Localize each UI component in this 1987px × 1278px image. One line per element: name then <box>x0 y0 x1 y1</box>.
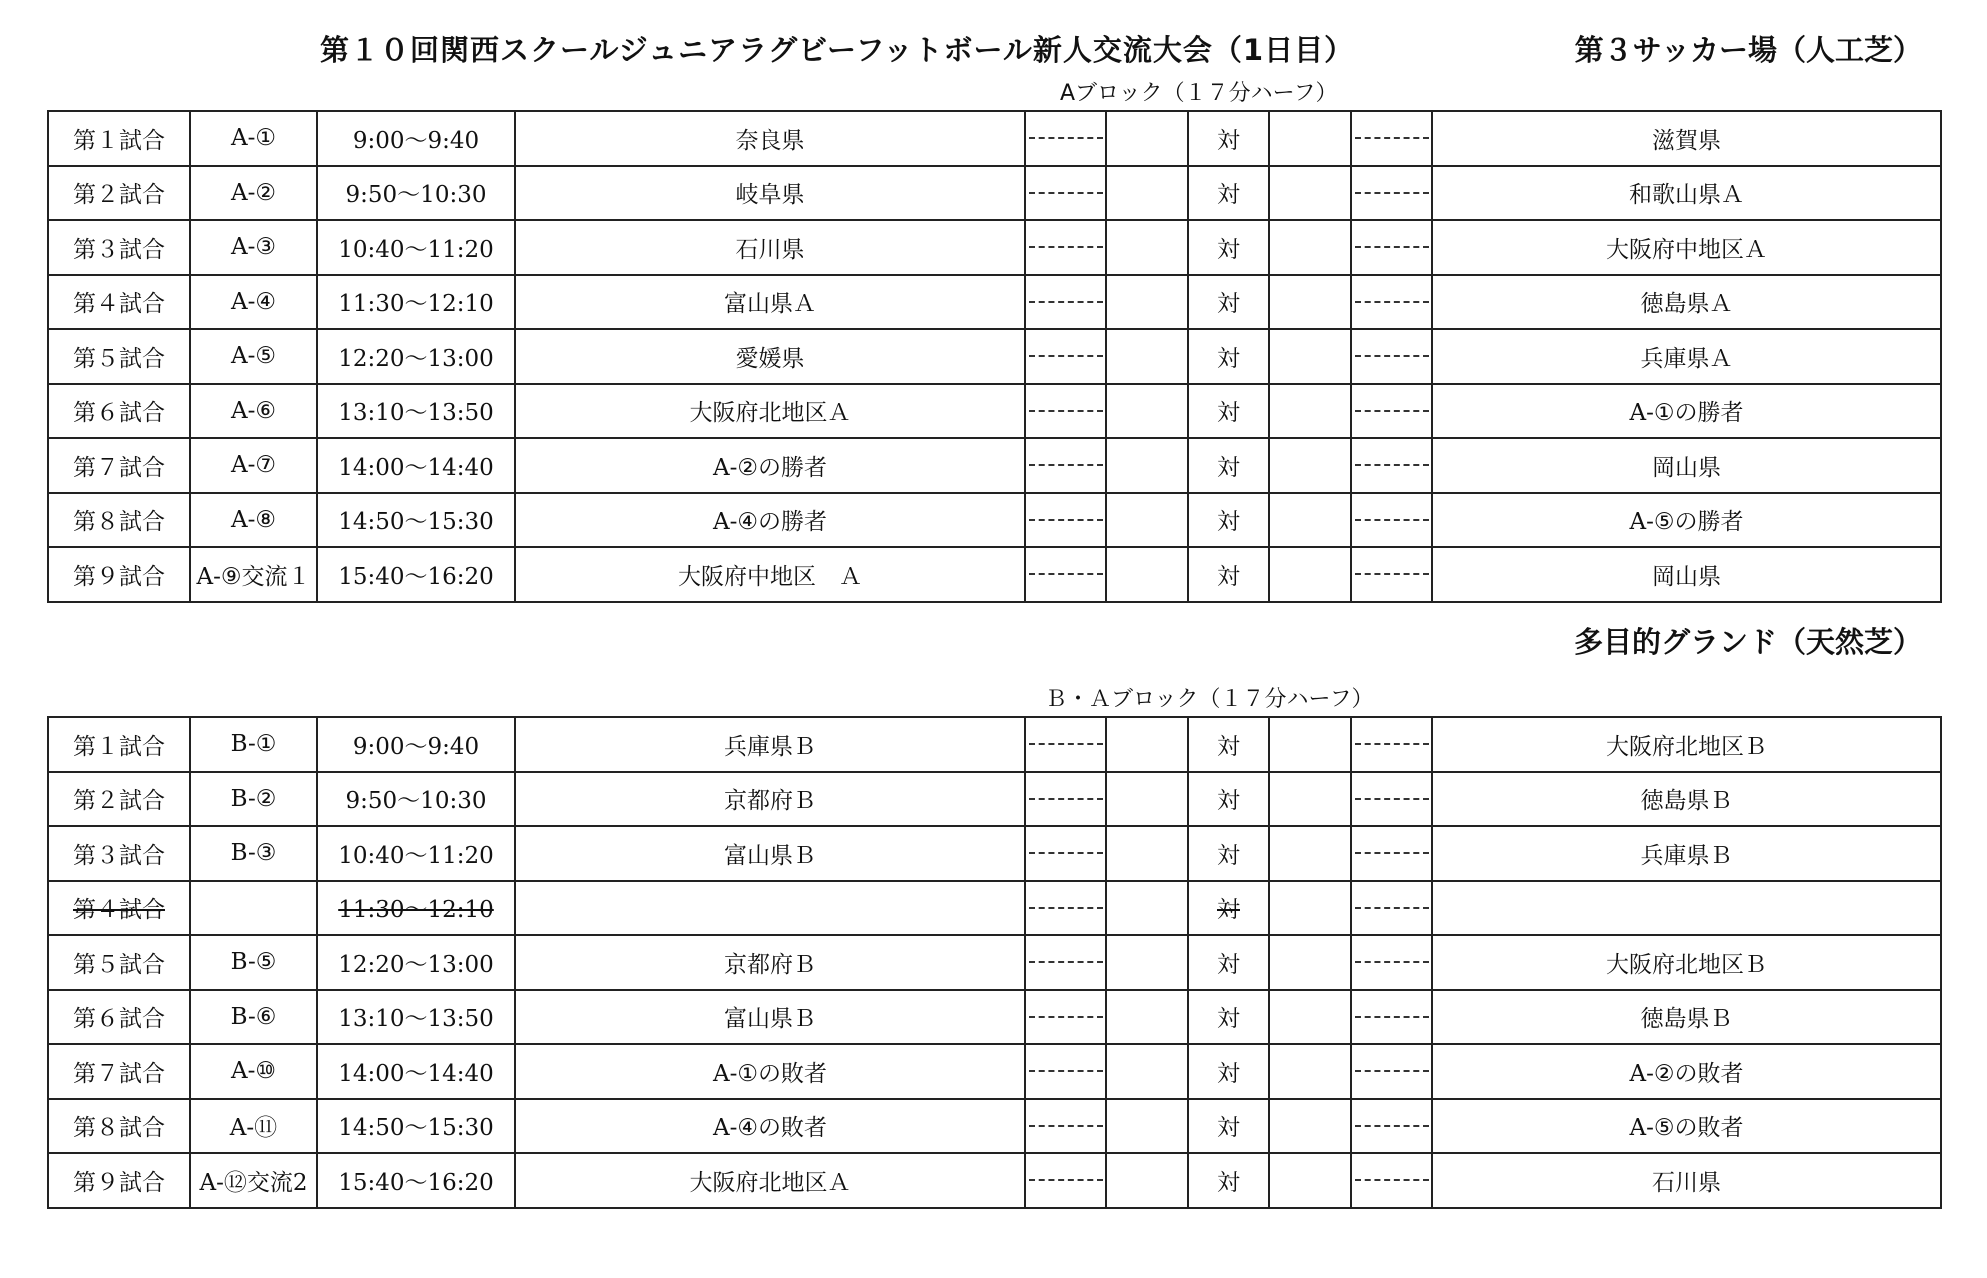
table-row <box>48 493 1941 548</box>
score-line <box>1355 355 1429 357</box>
away-team: 和歌山県Ａ <box>1432 166 1941 221</box>
score-line <box>1029 798 1103 800</box>
venue-2-title: 多目的グランド（天然芝） <box>1573 625 1922 659</box>
away-score-blank <box>1269 166 1351 221</box>
home-score-blank <box>1106 1044 1188 1099</box>
home-score <box>1025 935 1106 990</box>
kickoff-time: 12:20〜13:00 <box>317 329 515 384</box>
away-score-blank <box>1269 384 1351 439</box>
versus-label: 対 <box>1188 166 1269 221</box>
score-line <box>1029 573 1103 575</box>
home-score <box>1025 493 1106 548</box>
versus-label: 対 <box>1188 935 1269 990</box>
score-line <box>1355 907 1429 909</box>
versus-label: 対 <box>1188 111 1269 166</box>
away-team: 兵庫県Ｂ <box>1432 826 1941 881</box>
away-score <box>1351 1044 1432 1099</box>
away-score <box>1351 493 1432 548</box>
venue-1-title: 第３サッカー場（人工芝） <box>1574 33 1922 67</box>
match-code: A-⑦ <box>190 438 317 493</box>
home-team: 大阪府北地区Ａ <box>515 384 1025 439</box>
home-score-blank <box>1106 275 1188 330</box>
table-row <box>48 717 1941 772</box>
away-score-blank <box>1269 275 1351 330</box>
match-code: A-⑪ <box>190 1099 317 1154</box>
away-team: 滋賀県 <box>1432 111 1941 166</box>
score-line <box>1355 1125 1429 1127</box>
home-score-blank <box>1106 990 1188 1045</box>
away-team: 徳島県Ｂ <box>1432 990 1941 1045</box>
match-code <box>190 881 317 936</box>
kickoff-time: 14:00〜14:40 <box>317 438 515 493</box>
table-row <box>48 826 1941 881</box>
home-team: 京都府Ｂ <box>515 772 1025 827</box>
score-line <box>1355 137 1429 139</box>
match-number: 第９試合 <box>48 1153 190 1208</box>
score-line <box>1029 907 1103 909</box>
score-line <box>1029 464 1103 466</box>
home-score <box>1025 329 1106 384</box>
block-1-label: Aブロック（１７分ハーフ） <box>1060 81 1338 106</box>
away-team: 大阪府北地区Ｂ <box>1432 717 1941 772</box>
away-score <box>1351 990 1432 1045</box>
table-row <box>48 1153 1941 1208</box>
score-line <box>1355 1179 1429 1181</box>
home-team: 奈良県 <box>515 111 1025 166</box>
score-line <box>1029 1125 1103 1127</box>
score-line <box>1029 852 1103 854</box>
score-line <box>1029 246 1103 248</box>
away-team: A-②の敗者 <box>1432 1044 1941 1099</box>
home-team: 大阪府中地区 Ａ <box>515 547 1025 602</box>
kickoff-time: 15:40〜16:20 <box>317 1153 515 1208</box>
table-row <box>48 329 1941 384</box>
home-score-blank <box>1106 384 1188 439</box>
away-team <box>1432 881 1941 936</box>
away-score-blank <box>1269 881 1351 936</box>
kickoff-time: 9:00〜9:40 <box>317 111 515 166</box>
away-team: A-⑤の勝者 <box>1432 493 1941 548</box>
versus-label: 対 <box>1188 220 1269 275</box>
match-code: B-② <box>190 772 317 827</box>
away-score-blank <box>1269 493 1351 548</box>
match-number: 第８試合 <box>48 1099 190 1154</box>
home-score <box>1025 384 1106 439</box>
table-row <box>48 772 1941 827</box>
score-line <box>1029 1016 1103 1018</box>
kickoff-time: 9:50〜10:30 <box>317 772 515 827</box>
home-score-blank <box>1106 717 1188 772</box>
schedule-table-1 <box>47 110 1942 603</box>
match-code: B-③ <box>190 826 317 881</box>
schedule-body-2 <box>48 717 1941 1208</box>
score-line <box>1355 961 1429 963</box>
score-line <box>1029 410 1103 412</box>
table-row <box>48 881 1941 936</box>
home-team: 岐阜県 <box>515 166 1025 221</box>
score-line <box>1355 410 1429 412</box>
match-number: 第４試合 <box>48 275 190 330</box>
home-score-blank <box>1106 1153 1188 1208</box>
home-score <box>1025 717 1106 772</box>
match-code: A-⑫交流2 <box>190 1153 317 1208</box>
kickoff-time: 9:00〜9:40 <box>317 717 515 772</box>
table-row <box>48 935 1941 990</box>
score-line <box>1029 1070 1103 1072</box>
home-team: 富山県Ａ <box>515 275 1025 330</box>
schedule-body-1 <box>48 111 1941 602</box>
home-score-blank <box>1106 438 1188 493</box>
away-score-blank <box>1269 990 1351 1045</box>
match-number: 第２試合 <box>48 166 190 221</box>
away-score <box>1351 166 1432 221</box>
page-title: 第１０回関西スクールジュニアラグビーフットボール新人交流大会（1日目） <box>320 33 1355 67</box>
home-score <box>1025 990 1106 1045</box>
away-team: 石川県 <box>1432 1153 1941 1208</box>
home-team: A-①の敗者 <box>515 1044 1025 1099</box>
table-row <box>48 1044 1941 1099</box>
kickoff-time: 14:00〜14:40 <box>317 1044 515 1099</box>
versus-label: 対 <box>1188 1044 1269 1099</box>
home-score-blank <box>1106 493 1188 548</box>
table-row <box>48 220 1941 275</box>
away-team: 岡山県 <box>1432 547 1941 602</box>
home-score <box>1025 166 1106 221</box>
score-line <box>1029 137 1103 139</box>
match-code: B-① <box>190 717 317 772</box>
away-score-blank <box>1269 826 1351 881</box>
kickoff-time: 14:50〜15:30 <box>317 1099 515 1154</box>
versus-label: 対 <box>1188 547 1269 602</box>
match-number: 第６試合 <box>48 990 190 1045</box>
table-row <box>48 166 1941 221</box>
match-code: A-⑩ <box>190 1044 317 1099</box>
away-score-blank <box>1269 717 1351 772</box>
home-score <box>1025 881 1106 936</box>
match-code: A-⑨交流１ <box>190 547 317 602</box>
table-row <box>48 547 1941 602</box>
home-score <box>1025 772 1106 827</box>
away-score-blank <box>1269 111 1351 166</box>
kickoff-time: 9:50〜10:30 <box>317 166 515 221</box>
home-score-blank <box>1106 547 1188 602</box>
away-score-blank <box>1269 1044 1351 1099</box>
match-number: 第３試合 <box>48 220 190 275</box>
home-score <box>1025 1044 1106 1099</box>
score-line <box>1355 192 1429 194</box>
away-team: 徳島県Ａ <box>1432 275 1941 330</box>
match-code: A-① <box>190 111 317 166</box>
match-number: 第５試合 <box>48 329 190 384</box>
away-score <box>1351 220 1432 275</box>
home-team: A-②の勝者 <box>515 438 1025 493</box>
score-line <box>1029 355 1103 357</box>
home-score <box>1025 275 1106 330</box>
score-line <box>1355 301 1429 303</box>
table-row <box>48 1099 1941 1154</box>
score-line <box>1029 743 1103 745</box>
away-team: 兵庫県Ａ <box>1432 329 1941 384</box>
home-score-blank <box>1106 329 1188 384</box>
away-score-blank <box>1269 1099 1351 1154</box>
score-line <box>1355 743 1429 745</box>
home-team: 大阪府北地区Ａ <box>515 1153 1025 1208</box>
away-score-blank <box>1269 1153 1351 1208</box>
away-team: A-①の勝者 <box>1432 384 1941 439</box>
kickoff-time: 14:50〜15:30 <box>317 493 515 548</box>
away-team: 岡山県 <box>1432 438 1941 493</box>
versus-label: 対 <box>1188 438 1269 493</box>
match-number: 第７試合 <box>48 1044 190 1099</box>
away-score-blank <box>1269 547 1351 602</box>
home-team <box>515 881 1025 936</box>
match-code: A-② <box>190 166 317 221</box>
home-team: 富山県Ｂ <box>515 826 1025 881</box>
score-line <box>1355 798 1429 800</box>
home-score-blank <box>1106 772 1188 827</box>
versus-label: 対 <box>1188 384 1269 439</box>
match-code: A-⑥ <box>190 384 317 439</box>
home-score <box>1025 547 1106 602</box>
home-score-blank <box>1106 935 1188 990</box>
away-score <box>1351 111 1432 166</box>
home-score-blank <box>1106 826 1188 881</box>
home-team: 石川県 <box>515 220 1025 275</box>
score-line <box>1355 464 1429 466</box>
away-score-blank <box>1269 935 1351 990</box>
away-score <box>1351 1153 1432 1208</box>
home-score <box>1025 826 1106 881</box>
versus-label: 対 <box>1188 826 1269 881</box>
match-number: 第６試合 <box>48 384 190 439</box>
versus-label: 対 <box>1188 1153 1269 1208</box>
home-score <box>1025 1153 1106 1208</box>
match-code: A-⑧ <box>190 493 317 548</box>
home-team: A-④の勝者 <box>515 493 1025 548</box>
match-number: 第５試合 <box>48 935 190 990</box>
home-score-blank <box>1106 881 1188 936</box>
score-line <box>1029 961 1103 963</box>
away-score <box>1351 717 1432 772</box>
match-number: 第２試合 <box>48 772 190 827</box>
match-number: 第７試合 <box>48 438 190 493</box>
home-score <box>1025 111 1106 166</box>
kickoff-time: 11:30〜12:10 <box>317 275 515 330</box>
match-number: 第８試合 <box>48 493 190 548</box>
away-score <box>1351 275 1432 330</box>
score-line <box>1355 1016 1429 1018</box>
score-line <box>1355 1070 1429 1072</box>
away-score <box>1351 547 1432 602</box>
away-score <box>1351 881 1432 936</box>
versus-label: 対 <box>1188 1099 1269 1154</box>
versus-label: 対 <box>1188 990 1269 1045</box>
away-score-blank <box>1269 329 1351 384</box>
away-team: A-⑤の敗者 <box>1432 1099 1941 1154</box>
home-score <box>1025 1099 1106 1154</box>
away-team: 大阪府北地区Ｂ <box>1432 935 1941 990</box>
match-number: 第９試合 <box>48 547 190 602</box>
home-team: 京都府Ｂ <box>515 935 1025 990</box>
home-team: 愛媛県 <box>515 329 1025 384</box>
match-number: 第３試合 <box>48 826 190 881</box>
match-code: B-⑥ <box>190 990 317 1045</box>
versus-label: 対 <box>1188 275 1269 330</box>
match-number: 第４試合 <box>48 881 190 936</box>
match-code: A-⑤ <box>190 329 317 384</box>
block-2-label: Ｂ・Ａブロック（１７分ハーフ） <box>1045 687 1374 712</box>
table-row <box>48 990 1941 1045</box>
table-row <box>48 438 1941 493</box>
versus-label: 対 <box>1188 493 1269 548</box>
score-line <box>1029 192 1103 194</box>
score-line <box>1355 246 1429 248</box>
away-score <box>1351 329 1432 384</box>
score-line <box>1355 852 1429 854</box>
away-team: 徳島県Ｂ <box>1432 772 1941 827</box>
away-score-blank <box>1269 438 1351 493</box>
match-code: A-③ <box>190 220 317 275</box>
kickoff-time: 10:40〜11:20 <box>317 220 515 275</box>
versus-label: 対 <box>1188 717 1269 772</box>
match-code: B-⑤ <box>190 935 317 990</box>
home-score-blank <box>1106 166 1188 221</box>
away-score <box>1351 935 1432 990</box>
score-line <box>1355 519 1429 521</box>
table-row <box>48 384 1941 439</box>
score-line <box>1355 573 1429 575</box>
kickoff-time: 13:10〜13:50 <box>317 384 515 439</box>
table-row <box>48 275 1941 330</box>
score-line <box>1029 301 1103 303</box>
home-team: 富山県Ｂ <box>515 990 1025 1045</box>
match-code: A-④ <box>190 275 317 330</box>
match-number: 第１試合 <box>48 111 190 166</box>
versus-label: 対 <box>1188 329 1269 384</box>
home-team: 兵庫県Ｂ <box>515 717 1025 772</box>
away-score-blank <box>1269 772 1351 827</box>
kickoff-time: 10:40〜11:20 <box>317 826 515 881</box>
kickoff-time: 13:10〜13:50 <box>317 990 515 1045</box>
home-score-blank <box>1106 111 1188 166</box>
table-row <box>48 111 1941 166</box>
home-score-blank <box>1106 1099 1188 1154</box>
score-line <box>1029 519 1103 521</box>
away-score <box>1351 826 1432 881</box>
versus-label: 対 <box>1188 881 1269 936</box>
away-team: 大阪府中地区Ａ <box>1432 220 1941 275</box>
kickoff-time: 11:30〜12:10 <box>317 881 515 936</box>
home-team: A-④の敗者 <box>515 1099 1025 1154</box>
match-number: 第１試合 <box>48 717 190 772</box>
away-score <box>1351 384 1432 439</box>
kickoff-time: 12:20〜13:00 <box>317 935 515 990</box>
away-score-blank <box>1269 220 1351 275</box>
away-score <box>1351 772 1432 827</box>
home-score-blank <box>1106 220 1188 275</box>
away-score <box>1351 1099 1432 1154</box>
home-score <box>1025 438 1106 493</box>
home-score <box>1025 220 1106 275</box>
score-line <box>1029 1179 1103 1181</box>
schedule-table-2 <box>47 716 1942 1209</box>
away-score <box>1351 438 1432 493</box>
kickoff-time: 15:40〜16:20 <box>317 547 515 602</box>
versus-label: 対 <box>1188 772 1269 827</box>
